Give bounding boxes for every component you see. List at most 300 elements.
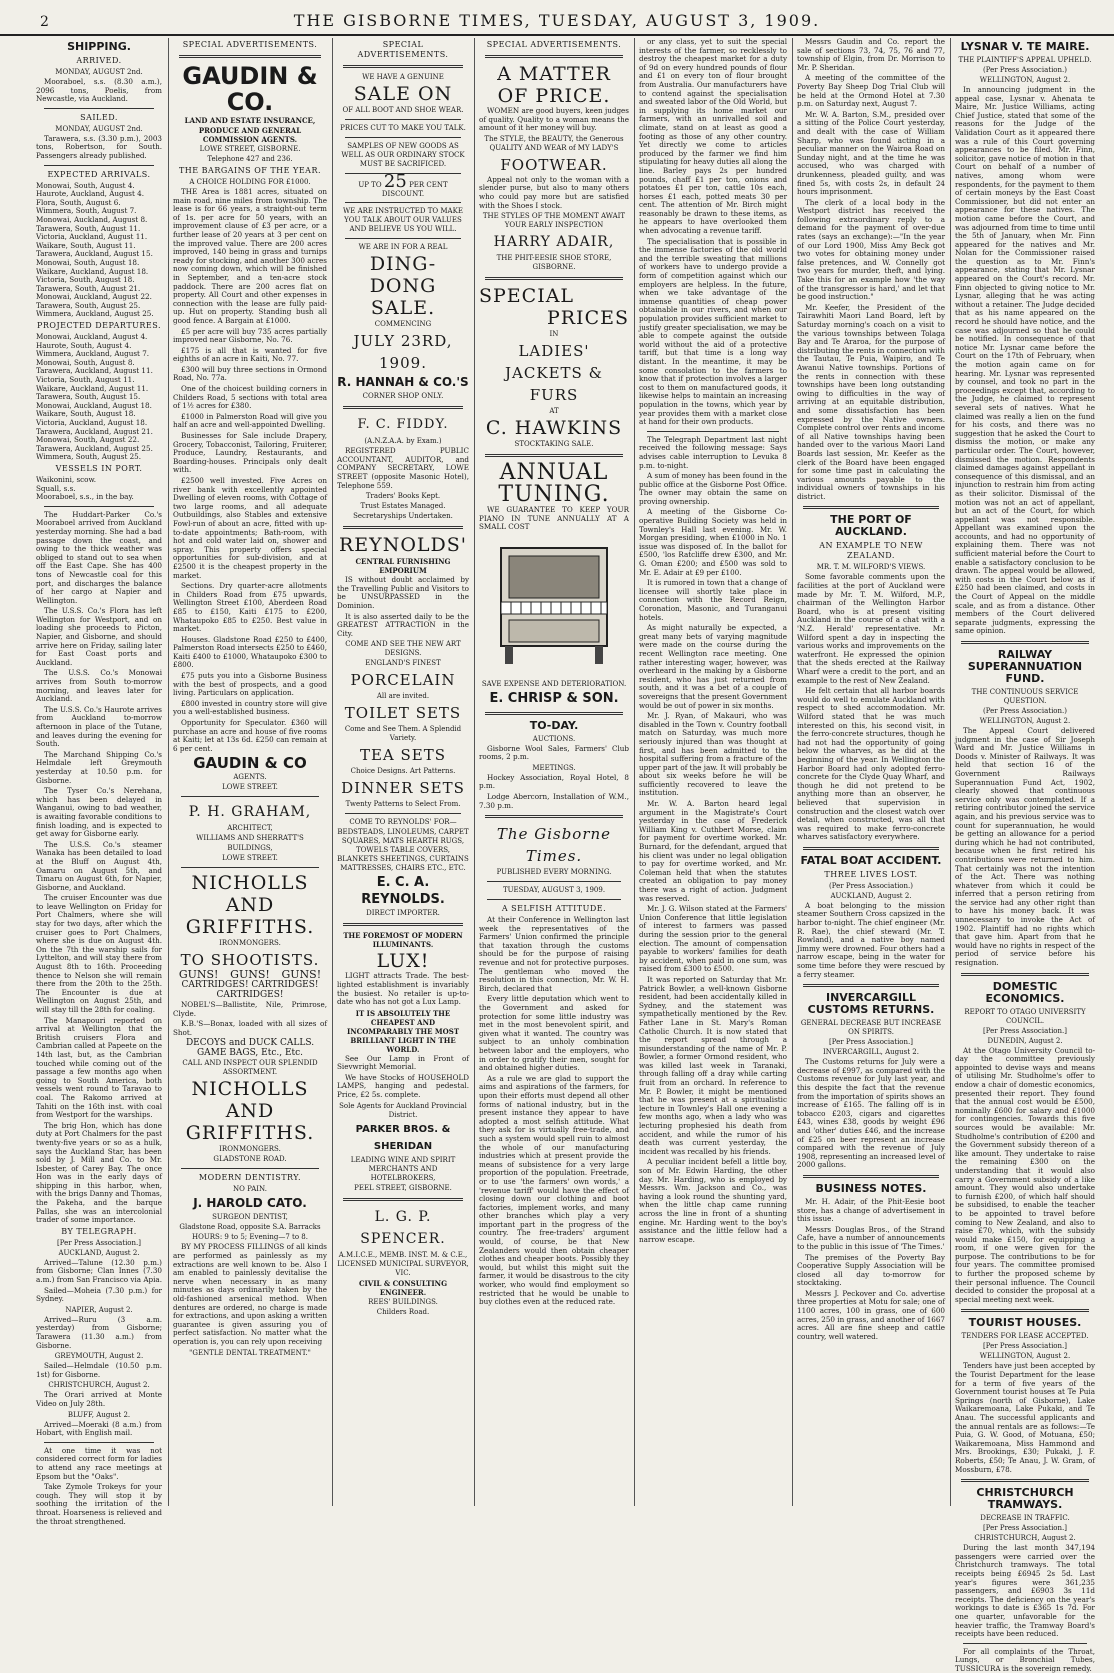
- divider: [44, 1442, 154, 1443]
- list-item: Wimmera, Auckland, August 25.: [36, 309, 154, 319]
- ad-line: The STYLE, the BEAUTY, the Generous QUALITY AND WEAR of MY LADY'S: [484, 134, 624, 152]
- article-paragraph: The U.S.S. Co.'s Haurote arrives from Auckland to-morrow afternoon in place of the Tutane, and leaves during the evening for South.: [36, 704, 162, 749]
- ad-body: £75 puts you into a Gisborne Business with the best of prospects, and a good living. Particulars on application.: [173, 671, 327, 698]
- ad-heading: ANNUAL: [499, 460, 609, 486]
- article-subheading: REPORT TO OTAGO UNIVERSITY COUNCIL.: [964, 1007, 1086, 1025]
- ad-body: K.B.'S—Bonax, loaded with all sizes of Shot.: [173, 1019, 327, 1037]
- article-heading: INVERCARGILL CUSTOMS RETURNS.: [807, 991, 935, 1017]
- ad-line: IRONMONGERS.: [219, 939, 281, 948]
- list-item: Monowai, Auckland, August 22.: [36, 292, 152, 302]
- news-item: Mr. J. G. Wilson stated at the Farmers' Union Conference that little legislation of interest to farmers was passed during the session prior to the general election. The amount of compensation payable to workers' families for death by accident, when paid in one sum, was raised from £300 to £500.: [639, 904, 787, 974]
- ad-word: UP TO: [358, 181, 382, 189]
- article-paragraph: The U.S.S. Co.'s Monowai arrives from South to-morrow morning, and leaves later for Auckland.: [36, 668, 162, 704]
- ad-line: Trust Estates Managed.: [360, 502, 446, 511]
- divider: [179, 55, 321, 58]
- ad-heading: SALE ON: [353, 83, 453, 105]
- article-subheading: DECREASE IN TRAFFIC.: [980, 1514, 1070, 1523]
- subheading: PROJECTED DEPARTURES.: [36, 321, 161, 331]
- ad-body: WE GUARANTEE TO KEEP YOUR PIANO IN TUNE ANNUALLY AT A SMALL COST: [479, 505, 629, 532]
- ad-heading: LADIES': [518, 342, 590, 361]
- press-credit: (Per Press Association.): [983, 66, 1067, 74]
- list-item: Waikare, Auckland, August 11.: [36, 383, 149, 393]
- article-subheading: MR. T. M. WILFORD'S VIEWS.: [816, 563, 926, 572]
- ad-line: Traders' Books Kept.: [365, 492, 441, 501]
- column-header: SPECIAL ADVERTISEMENTS.: [486, 40, 622, 49]
- press-credit: (Per Press Association.): [829, 881, 913, 890]
- divider: [803, 1175, 939, 1178]
- article-heading: TOURIST HOUSES.: [968, 1316, 1082, 1330]
- ad-line: COME TO REYNOLDS' FOR—: [349, 818, 457, 827]
- ad-line: CIVIL & CONSULTING ENGINEER.: [358, 1278, 448, 1297]
- article-paragraph: Arrived—Ruru (3 a.m. yesterday) from Gisborne; Tarawera (11.30 a.m.) from Gisborne.: [36, 1314, 162, 1350]
- ad-line: IT IS ABSOLUTELY THE CHEAPEST AND INCOMPARABLY THE MOST BRILLIANT LIGHT IN THE WORLD.: [346, 1008, 460, 1054]
- ad-body: £800 invested in country store will give you a well-established business.: [173, 698, 327, 717]
- ad-line: "GENTLE DENTAL TREATMENT.": [189, 1348, 311, 1357]
- press-credit: [Per Press Association.]: [983, 1342, 1067, 1351]
- ad-line: SAMPLES OF NEW GOODS AS WELL AS OUR ORDINARY STOCK MUST BE SACRIFICED.: [341, 142, 465, 168]
- subheading: BY TELEGRAPH.: [61, 1226, 137, 1236]
- masthead: [0, 0, 1114, 36]
- news-item: As might naturally be expected, a great many bets of varying magnitude were made on the course during the recent Wellington race meeting. One rather interesting wager, however, was overheard in the making by a Gisborne resident, who has just returned from south, and it was a bet of a couple of sovereigns that the present Government would be out of power in six months.: [639, 623, 787, 710]
- ad-line: GAME BAGS, Etc., Etc.: [196, 1048, 304, 1059]
- dateline: WELLINGTON, August 2.: [979, 717, 1071, 725]
- section-heading: TO-DAY.: [529, 718, 579, 732]
- ad-body: Appeal not only to the woman with a slender purse, but also to many others who could pay more but are satisfied with the Shoes I stock.: [479, 174, 629, 210]
- article-paragraph: Some favorable comments upon the facilities at the port of Auckland were made by Mr. T. M. Wilford, M.P., chairman of the Wellington Harbor Board, who is at present visiting Auckland in the course of a chat with a 'N.Z. Herald' representative. Mr. Wilford spent a day in inspecting the various works and improvements on the waterfront. He expressed the opinion that the sheds erected at the Railway Wharf were a credit to the port, and an example to the rest of New Zealand.: [797, 572, 945, 685]
- divider: [963, 1643, 1087, 1644]
- advertiser-name: E. CHRISP & SON.: [489, 690, 619, 706]
- article-subheading: TENDERS FOR LEASE ACCEPTED.: [961, 1332, 1089, 1341]
- news-item: A sum of money has been found in the public office at the Gisborne Post Office. The owner may obtain the same on proving ownership.: [639, 471, 787, 506]
- subheading: SAILED.: [80, 112, 118, 122]
- ad-address: THE PHIT-EESIE SHOE STORE, GISBORNE.: [496, 254, 612, 272]
- divider: [44, 165, 154, 166]
- news-item: For all complaints of the Throat, Lungs, or Bronchial Tubes, TUSSICURA is the sovereign remedy.: [955, 1646, 1095, 1673]
- dateline: WELLINGTON, August 2.: [979, 76, 1071, 84]
- divider: [343, 406, 463, 409]
- news-item: Mr. W. A. Barton, S.M., presided over a sitting of the Police Court yesterday, and dealt with the case of William Sharp, who was found acting in a peculiar manner on the Wairoa Road on Sunday night, and at the time he was accused, who was charged with drunkenness, pleaded guilty, and was fined 5s, with costs 2s, in default 24 hours imprisonment.: [797, 109, 945, 197]
- guns-row: [173, 968, 327, 982]
- press-credit: (Per Press Association.): [983, 707, 1067, 715]
- ad-body: NOBEL'S—Ballistite, Nile, Primrose, Clyde.: [173, 1000, 327, 1018]
- divider: [345, 119, 461, 120]
- ad-line: Secretaryships Undertaken.: [353, 512, 453, 521]
- news-item: Mr. J. Ryan, of Makauri, who was disabled in the Town v. Country football match on Saturday, was much more seriously injured than was thought at first, and has been admitted to the hospital suffering from a fracture of the upper part of the jaw. It will probably be about six weeks before he will be sufficiently recovered to leave the institution.: [639, 711, 787, 798]
- ad-line: CORNER SHOP ONLY.: [362, 392, 444, 401]
- article-heading: DOMESTIC ECONOMICS.: [985, 979, 1065, 1005]
- ad-line: LEADING WINE AND SPIRIT MERCHANTS AND HOTELBROKERS,: [350, 1155, 456, 1182]
- ad-line: BUILDINGS,: [227, 844, 273, 853]
- ad-line: THE STYLES OF THE MOMENT AWAIT YOUR EARLY INSPECTION: [482, 212, 626, 230]
- list-item: Victoria, Auckland, August 11.: [36, 232, 148, 242]
- divider: [485, 55, 623, 58]
- article-subheading: THREE LIVES LOST.: [824, 869, 918, 879]
- ad-line: WILLIAMS AND SHERRATT'S: [196, 834, 304, 843]
- article-paragraph: The Marchand Shipping Co.'s Helmdale left Greymouth yesterday at 10.50 p.m. for Gisborne.: [36, 749, 162, 785]
- ad-line: DIRECT IMPORTER.: [366, 909, 440, 918]
- ad-word: GUNS!: [178, 968, 219, 982]
- ad-address: REES' BUILDINGS.: [368, 1297, 438, 1306]
- ad-line: OF ALL BOOT AND SHOE WEAR.: [342, 106, 464, 114]
- news-item: Messrs J. Peckover and Co. advertise three properties at Motu for sale; one of 1100 acres, 100 in grass, one of 600 acres, 250 in grass, and another of 1667 acres. All are fine sheep and cattle country, well watered.: [797, 1288, 945, 1341]
- ad-word: GUNS!: [230, 968, 270, 982]
- divider: [485, 277, 623, 280]
- ad-line: SURGEON DENTIST,: [212, 1213, 288, 1222]
- ad-line: ARCHITECT,: [227, 824, 273, 833]
- article-subheading: GENERAL DECREASE BUT INCREASE ON SPIRITS.: [800, 1019, 942, 1037]
- press-credit: [Per Press Association.]: [983, 1524, 1067, 1533]
- ad-tagline: PRODUCE AND GENERAL COMMISSION AGENTS.: [198, 126, 302, 144]
- column-shipping: [36, 38, 162, 1526]
- news-item: It is rumored in town that a change of licensee will shortly take place in connection with the Record Reign, Coronation, Masonic, and Turanganui hotels.: [639, 578, 787, 622]
- article-heading: BUSINESS NOTES.: [815, 1181, 927, 1195]
- list-item: Monowai, South, August 18.: [36, 257, 140, 267]
- ad-body: REGISTERED PUBLIC ACCOUNTANT, AUDITOR, and COMPANY SECRETARY, LOWE STREET (opposite Masonic Hotel), Telephone 559.: [337, 446, 469, 490]
- column-advertisements-1: [173, 38, 327, 1506]
- news-item: Messrs Douglas Bros., of the Strand Cafe, have a number of announcements to the public in this issue of 'The Times.': [797, 1224, 945, 1251]
- news-item: Mr. Keefer, the President of the Tairawhiti Maori Land Board, left by Saturday morning's coach on a visit to the various townships between Tolaga Bay and Te Araroa, for the purpose of distributing the rents in connection with the Tautau, Te Puia, Waipiro, and Te Awanui Native townships. Portions of the rents in connection with these townships have been long outstanding owing to difficulties in the way of arriving at an equitable distribution, and some dissatisfaction has been expressed by the Native owners. Complete control over rents and income of all Native townships having been handed over to the various Maori Land Boards last session, Mr. Keefer as the clerk of the Board have been engaged for some time past in calculating the various amounts payable to the individual owners of townships in his district.: [797, 302, 945, 501]
- article-paragraph: Take Zymole Trokeys for your cough. They will stop it by soothing the irritation of the throat. Hoarseness is relieved and the throat strengthened.: [36, 1482, 162, 1526]
- subheading: ARRIVED.: [76, 56, 122, 65]
- column-header: SPECIAL ADVERTISEMENTS.: [182, 40, 318, 49]
- ad-line: COME AND SEE THE NEW ART DESIGNS.: [345, 640, 461, 658]
- projected-list: [36, 333, 162, 462]
- ad-line: GLADSTONE ROAD.: [213, 1155, 287, 1164]
- advertiser-name: J. HAROLD CATO.: [193, 1196, 307, 1211]
- list-item: Waikare, South, August 11.: [36, 240, 136, 250]
- article-subheading: THE CONTINUOUS SERVICE QUESTION.: [971, 688, 1079, 705]
- divider: [345, 202, 461, 203]
- dateline: NAPIER, August 2.: [65, 1305, 133, 1314]
- ad-line: All are invited.: [376, 692, 430, 701]
- ad-line: WE HAVE A GENUINE: [362, 73, 444, 81]
- press-credit: [Per Press Association.]: [57, 1238, 141, 1247]
- column-advertisements-editorial: [479, 38, 629, 1506]
- column-advertisements-2: [337, 38, 469, 1506]
- column-rule: [168, 38, 169, 1506]
- ad-body: Opportunity for Speculator. £360 will purchase an acre and house of five rooms at Kaiti; let at 13s 6d. £250 can remain at 6 per cent.: [173, 718, 327, 753]
- advertiser-name: L. G. P. SPENCER.: [360, 1208, 446, 1247]
- dateline: TUESDAY, AUGUST 3, 1909.: [502, 886, 606, 895]
- ad-line: WE ARE INSTRUCTED TO MAKE YOU TALK ABOUT OUR VALUES AND BELIEVE US YOU WILL.: [343, 207, 463, 234]
- divider: [345, 238, 461, 239]
- divider: [803, 847, 939, 850]
- article-heading: LYSNAR V. TE MAIRE.: [960, 40, 1090, 53]
- press-credit: [Per Press Association.]: [829, 1038, 913, 1047]
- ad-heading: DINNER SETS: [341, 779, 465, 798]
- dateline: DUNEDIN, August 2.: [987, 1036, 1063, 1045]
- article-paragraph: Tenders have just been accepted by the Tourist Department for the lease for a term of five years of the Government tourist houses at Te Puia Springs (north of Gisborne), Lake Waikaremoana, Lake Pukaki, and Te Anau. The successful applicants and the annual rentals are as follows:—Te Puia, G. W. Good, of Motuana, £50; Waikaremoana, Miss Hammond and Mrs. Brookings, £30; Pukaki, J. F. Roberts, £50; Te Anau, J. W. Gram, of Mossburn, £78.: [955, 1361, 1095, 1474]
- ad-body: £175 is all that is wanted for five eighths of an acre in Kaiti, No. 77.: [173, 345, 327, 364]
- article-subheading: AN EXAMPLE TO NEW ZEALAND.: [819, 541, 923, 561]
- ad-heading: TOILET SETS: [344, 704, 462, 723]
- news-item: The premises of the Poverty Bay Cooperative Supply Association will be closed all day to-morrow for stocktaking.: [797, 1252, 945, 1288]
- article-paragraph: Arrived—Talune (12.30 p.m.) from Gisborne; Clan Innes (7.30 a.m.) from San Francisco via Apia.: [36, 1257, 162, 1285]
- ad-heading: SPECIAL: [479, 285, 575, 308]
- ad-body: It is also asserted daily to be the GREATEST ATTRACTION in the City.: [337, 611, 469, 638]
- ad-heading: A CHOICE HOLDING FOR £1000.: [189, 178, 311, 186]
- ad-line: STOCKTAKING SALE.: [514, 440, 594, 449]
- news-item: A meeting of the committee of the Poverty Bay Sheep Dog Trial Club will be held at the Ormond Hotel at 7.30 p.m. on Saturday next, August 7.: [797, 73, 945, 109]
- divider: [487, 899, 621, 900]
- article-paragraph: During the last month 347,194 passengers were carried over the Christchurch tramways. The total receipts being £6945 2s 5d. Last year's figures were 361,235 passengers, and £6903 3s 11d receipts. The deficiency on the year's workings to date is £365 1s 7d. For one quarter, unfavorable for the heavier traffic, the Tramway Board's receipts have been reduced.: [955, 1543, 1095, 1639]
- advertiser-name: GAUDIN & CO: [193, 754, 307, 773]
- ad-line: CALL AND INSPECT OUR SPLENDID ASSORTMENT.: [182, 1059, 318, 1077]
- column-telegrams: [955, 38, 1095, 1673]
- column-rule: [634, 38, 635, 1506]
- ad-hours: HOURS: 9 to 5; Evening—7 to 8.: [192, 1233, 308, 1242]
- ad-line: AGENTS.: [233, 773, 267, 782]
- ad-line: NO PAIN.: [233, 1185, 267, 1194]
- article-paragraph: Sailed—Moheia (7.30 p.m.) for Sydney.: [36, 1285, 162, 1304]
- vessels-list: [36, 476, 162, 502]
- ad-address: LOWE STREET, GISBORNE.: [199, 145, 301, 153]
- ad-line: IN: [549, 330, 559, 339]
- article-paragraph: At one time it was not considered correct form for ladies to attend any race meetings at Epsom but the "Oaks".: [36, 1445, 162, 1481]
- article-paragraph: The Customs returns for July were a decrease of £997, as compared with the Customs revenue for July last year, and this despite the fact that the revenue from the importation of spirits shows an increase of £165. The falling off is in tobacco £203, cigars and cigarettes £43, wines £38, goods by weight £96 and 'other' duties £46, and the increase of £25 on beer represent an increase compared with the revenue of July 1908, representing an increased level of 2000 gallons.: [797, 1057, 945, 1170]
- divider: [181, 1168, 319, 1169]
- listing: Lodge Abercorn, Installation of W.M., 7.30 p.m.: [479, 791, 629, 810]
- divider: [961, 973, 1089, 976]
- news-item: Mr. W. A. Barton heard legal argument in the Magistrate's Court yesterday in the case of Frederick William King v. Cuthbert Morse, claim for payment for overtime worked. Mr. Burnard, for the defendant, argued that his client was under no legal obligation to pay for overtime worked, and Mr. Coleman held that when the statutes created an obligation to pay money there was a right of action. Judgment was reserved.: [639, 799, 787, 903]
- article-paragraph: A boat belonging to the mission steamer Southern Cross capsized in the harbor to-night. The chief engineer (Mr. R. Rae), the chief steward (Mr. T. Rowland), and a native boy named Jimmy were drowned. Four others had a narrow escape, being in the water for some time before they were rescued by a ferry steamer.: [797, 900, 945, 979]
- ad-line: PRICES CUT TO MAKE YOU TALK.: [340, 124, 466, 132]
- ad-date: JULY 23RD, 1909.: [353, 332, 453, 373]
- ad-body: £1000 in Palmerston Road will give you half an acre and well-appointed Dwelling.: [173, 411, 327, 430]
- article-paragraph: At their Conference in Wellington last week the representatives of the Farmers' Union confirmed the principle that taxation through the customs should be for the purpose of raising revenue and not for protective purposes. The gentleman who moved the resolution in this connection, Mr. W. H. Birch, declared that: [479, 915, 629, 993]
- ad-heading: FOOTWEAR.: [500, 155, 608, 174]
- article-heading: FATAL BOAT ACCIDENT.: [800, 853, 942, 867]
- column-rule: [332, 38, 333, 1506]
- ad-word: PER CENT DISCOUNT.: [381, 181, 448, 198]
- ad-line: WE ARE IN FOR A REAL: [358, 243, 448, 252]
- news-item: A meeting of the Gisborne Co-operative Building Society was held in Townley's Hall last evening. Mr. W. Morgan presiding, when £1000 in No. 1 issue was disposed of. In the ballot for £500, 'los Ratcliffe drew £300, and Mr. G. Oman £200; and £500 was sold to Mr. E. Adair at £9 per £100.: [639, 507, 787, 577]
- list-item: Mooraboel, s.s., in the bay.: [36, 492, 134, 502]
- list-item: Waikare, South, August 18.: [36, 409, 136, 419]
- list-item: Monowai, Auckland, August 8.: [36, 214, 148, 224]
- divider: [961, 641, 1089, 644]
- ad-line: BEDSTEADS, LINOLEUMS, CARPET SQUARES, MATS HEARTH RUGS, TOWELS TABLE COVERS, BLANKETS SHEETINGS, CURTAINS MATTRESSES, CHAIRS ETC., ETC.: [337, 828, 469, 873]
- ad-line: AT: [549, 407, 559, 416]
- listing: Hockey Association, Royal Hotel, 8 p.m.: [479, 772, 629, 791]
- list-item: Tarawera, Auckland, August 11.: [36, 366, 153, 376]
- divider: [345, 813, 461, 814]
- advertiser-name: E. C. A. REYNOLDS.: [361, 875, 445, 908]
- article-paragraph: The U.S.S. Co.'s steamer Wanaka has been detailed to load at the Bluff on August 4th, Oamaru on August 5th, and Timaru on August 6th, for Napier, Gisborne, and Auckland.: [36, 839, 162, 892]
- ad-heading: PORCELAIN: [350, 671, 456, 690]
- ad-heading: MODERN DENTISTRY.: [198, 1173, 302, 1183]
- ad-line: DECOYS and DUCK CALLS.: [185, 1038, 315, 1049]
- divider: [961, 1479, 1089, 1482]
- ad-heading: TUNING.: [498, 482, 610, 508]
- ad-body: £2500 well invested. Five Acres on river bank with excellently appointed Dwelling of eleven rooms, with Cottage of two large rooms, and all adequate Outbuildings, also Stables and extensive Fowl-run of about an acre, fitted with up-to-date appointments; Bath-room, with hot and cold water laid on, shower and spray. This property offers special opportunities for sub-division, and at £2500 it is the cheapest property in the market.: [173, 476, 327, 580]
- advertiser-name: C. HAWKINS: [485, 417, 623, 440]
- advertiser-name: NICHOLLS AND GRIFFITHS.: [185, 872, 315, 939]
- article-paragraph: The brig Hon, which has done duty at Port Chalmers for the past twenty-five years or so as a hulk, says the Auckland Star, has been sold by J. Mill and Co. to Mr. Isbester, of Carey Bay. The once Hon was in the early days of shipping in this harbor, when, with the brigs Danny and Thomas, the Pakeha, and the barque Pallas, she was an intercolonial trader of some importance.: [36, 1120, 162, 1225]
- section-heading: SHIPPING.: [67, 40, 131, 53]
- divider: [487, 881, 621, 882]
- list-item: Tarawera, Auckland, August 21.: [36, 426, 153, 436]
- article-paragraph: or any class, yet to suit the special interests of the farmer, so recklessly to destroy the cheapest market for a duty of 9d on every hundred pounds of flour and £1 on every ton of flour brought from Australia. Our manufacturers have to contend against the specialisation and sweated labor of the Old World, but in supplying its home market our farmers, with an unrivalled soil and climate, stand on at least as good a footing as those of any other country. Yet directly we come to articles produced by the farmer we find him stipulating for heavy duties all along the line. Barley pays 2s per hundred pounds, chaff £1 per ton, onions and potatoes £1 per ton, cattle 10s each, horses £1 each, potted meats 30 per cent. The attention of Mr. Birch might reasonably be drawn to these items, as he appears to have overlooked them when advocating a revenue tariff.: [639, 37, 787, 236]
- ad-line: ENGLAND'S FINEST: [365, 659, 441, 668]
- ad-body: THE Area is 1881 acres, situated on main road, nine miles from township. The lease is for 66 years, a straight-out term of 1s. per acre for 50 years, with an improvement clause of £3 per acre, or a further lease of 20 years at 3 per cent on the improved value. There are 200 acres improved, 140 being in grass and turnips ready for stocking, and another 300 acres now coming down, which will be finished in September, and a ten-acre stock paddock. There are 200 acres flat on property. All Court and other expenses in connection with the lease are fully paid-up. Hut on property. Standing bush all good fence. A Bargain at £1000.: [173, 187, 327, 325]
- ad-line: LOWE STREET.: [222, 854, 278, 863]
- subheading: EXPECTED ARRIVALS.: [47, 169, 151, 179]
- list-item: Victoria, Auckland, August 18.: [36, 418, 148, 427]
- ad-line: CARTRIDGES!: [216, 990, 284, 1000]
- article-paragraph: The U.S.S. Co.'s Flora has left Wellington for Westport, and on loading she proceeds to Picton, Napier, and Gisborne, and should arrive here on Friday, sailing later for East Coast ports and Auckland.: [36, 606, 162, 667]
- article-paragraph: Arrived—Moeraki (8 a.m.) from Hobart, with English mail.: [36, 1419, 162, 1438]
- article-paragraph: The Manapouri reported on arrival at Wellington that the British cruisers Flora and Cambrian called at Papeete on the 14th last, but, as the Cambrian touched while coming out of the passage a few months ago when going to South America, both vessels went round to Taravao to coal. The Rakomo arrived at Tahiti on the 16th inst. with coal from Westport for the warships.: [36, 1015, 162, 1120]
- ad-line: IRONMONGERS.: [219, 1145, 281, 1154]
- advertiser-name: REYNOLDS': [338, 534, 467, 557]
- ad-word: GUNS!: [281, 968, 322, 982]
- column-news-2: [797, 38, 945, 1506]
- ad-line: SAVE EXPENSE AND DETERIORATION.: [481, 679, 627, 688]
- ad-tagline: LAND AND ESTATE INSURANCE,: [184, 116, 316, 125]
- list-item: Monowai, South, August 4.: [36, 180, 135, 190]
- article-heading: THE PORT OF AUCKLAND.: [830, 513, 912, 539]
- article-paragraph: The Appeal Court delivered judgment in the case of Sir Joseph Ward and Mr. Justice Williams in Doods v. Minister of Railways. It was held that section 16 of the Government Railways Superannuation Fund Act, 1902, clearly showed that continuous service only was contemplated. If a retiring contributor joined the service again, and his previous service was to count for superannuation, he would be getting an allowance for a period during which he had not contributed, because when he first retired his contributions were returned to him. That certainly was not the intention of the Act. There was nothing whatever from which it could be inferred that a person retiring from the service had any other right than to have his money back. It was unnecessary to invoke the Act of 1902. Plaintiff had no rights which that gave him. Apart from that he would have no rights in respect of the period of service before his resignation.: [955, 726, 1095, 968]
- discount-figure: 25: [383, 171, 407, 192]
- ad-heading: LUX!: [376, 950, 430, 973]
- list-item: Tarawera, South, August 15.: [36, 392, 141, 402]
- list-item: Wimmera, South, August 25.: [36, 452, 142, 462]
- editorial-title: A SELFISH ATTITUDE.: [501, 904, 607, 914]
- divider: [343, 65, 463, 68]
- subheading: AUCTIONS.: [532, 734, 576, 743]
- ad-line: Twenty Patterns to Select From.: [345, 800, 461, 809]
- list-item: Tarawera, South, August 21.: [36, 283, 141, 293]
- advertiser-name: R. HANNAH & CO.'S: [337, 375, 469, 390]
- list-item: Monowai, South, August 8.: [36, 357, 135, 367]
- ad-body: Businesses for Sale include Drapery, Grocery, Tobacconist, Tailoring, Fruiterer, Produce, Laundry, Restaurants, and Boarding-houses. Principals only dealt with.: [173, 431, 327, 475]
- divider: [345, 137, 461, 138]
- dateline: INVERCARGILL, August 2.: [823, 1048, 919, 1057]
- ad-address: Gladstone Road, opposite S.A. Barracks: [179, 1223, 321, 1232]
- ad-heading: JACKETS & FURS: [505, 364, 603, 405]
- dateline: BLUFF, August 2.: [67, 1410, 131, 1419]
- divider: [44, 108, 154, 109]
- divider: [343, 1198, 463, 1201]
- news-item: Messrs Gaudin and Co. report the sale of sections 73, 74, 75, 76 and 77, township of Elgin, from Dr. Morrison to Mr. P. Sheridan.: [797, 37, 945, 72]
- advertiser-name: P. H. GRAHAM,: [188, 804, 312, 821]
- advertiser-name: GAUDIN & CO.: [182, 62, 318, 116]
- article-heading: RAILWAY SUPERANNUATION FUND.: [967, 648, 1083, 685]
- ad-address: Childers Road.: [376, 1307, 430, 1316]
- list-item: Monowai, Auckland, August 4.: [36, 332, 148, 342]
- dateline: GREYMOUTH, August 2.: [54, 1352, 144, 1361]
- ad-line: LOWE STREET.: [222, 783, 278, 792]
- ad-body: We have Stocks of HOUSEHOLD LAMPS, hanging and pedestal. Price, £2 5s. complete.: [337, 1072, 469, 1100]
- article-paragraph: The cruiser Encounter was due to leave Wellington on Friday for Port Chalmers, where she will stay for two days, after which the cruiser goes to Port Chalmers, where she is due on August 4th. On the 7th the warship sails for Lyttelton, and will stay there from August 8th to 16th. Proceeding thence to Nelson she will remain there from the 20th to the 25th. The Encounter is due at Wellington on August 25th, and will stay till the 28th for coaling.: [36, 893, 162, 1014]
- ad-body: £5 per acre will buy 735 acres partially improved near Gisborne, No. 76.: [173, 326, 327, 345]
- ad-body: LIGHT attracts Trade. The best-lighted establishment is invariably the busiest. No retailer is up-to-date who has not got a Lux Lamp.: [337, 971, 469, 1007]
- dateline: AUCKLAND, August 2.: [58, 1248, 140, 1257]
- list-item: Tarawera, South, August 25.: [36, 300, 141, 310]
- list-item: Haurote, Auckland, August 4.: [36, 189, 145, 199]
- ad-heading: A MATTER OF PRICE.: [497, 63, 611, 107]
- divider: [485, 712, 623, 715]
- ad-line: CARTRIDGES! CARTRIDGES!: [181, 980, 319, 990]
- divider: [647, 431, 779, 432]
- list-item: Squall, s.s.: [36, 483, 76, 493]
- divider: [803, 506, 939, 509]
- article-paragraph: The specialisation that is possible in the immense factories of the old world and the terrible sweating that millions of workers have to undergo provide a form of competition against which our employers are helpless. In the future, when we take advantage of the immense quantities of cheap power obtainable in our rivers, and when our population provides sufficient market to justify greater specialisation, we may be able to compete against the outside world without the aid of a protective tariff, but that time is a long way distant. In the meantime, it may be some consolation to the farmers to know that if protection involves a larger cost to them on manufactured goods, it likewise helps to maintain an increasing population in the towns, which year by year provides them with a market close at hand for their own products.: [639, 236, 787, 427]
- article-paragraph: Tarawera, s.s. (3.30 p.m.), 2003 tons, Robertson, for South. Passengers already published.: [36, 133, 162, 160]
- article-paragraph: In announcing judgment in the appeal case, Lysnar v. Ahenata te Maire, Mr. Justice Williams, acting Chief Justice, stated that some of the reasons for the Judge of the Validation Court as it appeared there was a rule of this Court governing appearances to be filed. Mr. Finn, solicitor, gave notice of motion in that Court on behalf of a number of natives, among whom were respondents, for the payment to them of certain moneys by the East Coast Commissioner, but did not enter an appearance for these natives. The motion came before the Court, and was adjourned from time to time until the 5th of January, when Mr. Finn appeared for the natives and Mr. Nolan for the Commissioner raised the question as to Mr. Finn's appearance, stating that Mr. Lysnar appeared on the Court's record. Mr. Finn objected to giving notice to Mr. Lysnar, alleging that he was acting without a retainer. The Judge decided that as his name appeared on the record he should have notice, and the case was adjourned so that he could be notified. In consequence of that notice Mr. Lysnar came before the Court on the 17th of February, when the motion again came on for hearing. Mr. Lysnar was represented by counsel, and took no part in the proceedings except that, according to the Judge, he claimed to represent several sets of natives. What he claimed was really a lien on the fund for his costs, and there was no suggestion that he asked the Court to dismiss the motion, or make any particular order. The Court, however, dismissed the motion. Respondents claimed damages against appellant in consequence of this dismissal, and an injunction to restrain him from acting as their solicitor. Dismissal of the motion was not an act of appellant, but an act of the Court, for which appellant was not responsible. Appellant was examined upon the accounts, and had no opportunity of explaining them. There was not sufficient material before the Court to enable a satisfactory conclusion to be drawn. The appeal would be allowed, with costs in the Court below as if £250 had been claimed, and costs in the Court of Appeal on the middle scale, and as from a distance. Other members of the Court delivered separate judgments, expressing the same opinion.: [955, 85, 1095, 636]
- listing: Gisborne Wool Sales, Farmers' Club rooms, 2 p.m.: [479, 743, 629, 762]
- article-paragraph: At the Otago University Council to-day the committee previously appointed to devise ways and means of utilising Mr. Studholme's offer to endow a chair of domestic economics, presented their report. They found that the annual cost would be £500, nominally £600 for salary and £1000 for contingencies. Towards this five sources would be available: Mr. Studholme's contribution of £200 and the Government subsidy thereon of a like amount. They undertake to raise the remaining £300 on the understanding that it would also carry a Government subsidy of a like amount. They would also undertake to furnish £200, of which half should be subsidised, to enable the teacher to be appointed to travel before coming to New Zealand, and also to raise £70, which, with the subsidy would make £150, for equipping a room, if one were given for the purpose. The contributions to be for four years. The committee promised to further the proposed scheme by their personal influence. The Council decided to consider the proposal at a special meeting next week.: [955, 1045, 1095, 1304]
- ad-heading: THE BARGAINS OF THE YEAR.: [178, 166, 322, 175]
- list-item: Waikonini, scow.: [36, 474, 97, 484]
- divider: [343, 923, 463, 926]
- ad-tagline: CENTRAL FURNISHING EMPORIUM: [355, 557, 451, 576]
- news-item: The clerk of a local body in the Westport district has received the following extraordinary reply to a demand for the payment of over-due rates (says an exchange):—"In the year of our Lord 1900, Miss Amy Beck got two votes for obtaining money under false pretences, and W. Connelly got two years for murder, theft, and lying. Take this for an example how 'the way of the transgressor is hard,' and let that be good instruction.": [797, 197, 945, 302]
- column-rule: [950, 38, 951, 1506]
- article-subheading: THE PLAINTIFF'S APPEAL UPHELD.: [958, 56, 1092, 64]
- ad-line: Choice Designs. Art Patterns.: [350, 767, 456, 776]
- article-paragraph: Every little deputation which went to the Government and asked for protection for some little industry was met in the most benevolent spirit, and given what it wanted. The country was subject to an unholy combination between labor and the employers, who in order to gratify their men, sought for and obtained higher duties.: [479, 994, 629, 1073]
- dateline: CHRISTCHURCH, August 2.: [48, 1381, 150, 1390]
- divider: [181, 867, 319, 868]
- dateline: CHRISTCHURCH, August 2.: [974, 1534, 1076, 1543]
- ad-body: WOMEN are good buyers, keen judges of quality. Quality to a woman means the amount of it her money will buy.: [479, 106, 629, 133]
- piano-illustration: [479, 540, 629, 670]
- news-item: It was reported on Saturday that Mr. Patrick Bowler, a well-known Gisborne resident, had been accidentally killed in Sydney, and the statement was sympathetically mentioned by the Rev. Father Lane in St. Mary's Roman Catholic Church. It is now stated that the report spread through a misunderstanding of the name of Mr. P. Bowler, a former Ormond resident, who was killed last week in Taranaki, through falling off a dray while carting fruit from an orchard. In reference to Mr. P. Bowler, it might be mentioned that he was present at a spiritualistic lecture in Townley's Hall one evening a few months ago, when a lady who was lecturing prophesied his death from accident, and while the rumor of his death was current yesterday, the incident was recalled by his friends.: [639, 974, 787, 1156]
- list-item: Flora, South, August 6.: [36, 197, 121, 207]
- news-item: A peculiar incident befell a little boy, son of Mr. Edwin Harding, the other day. Mr. Harding, who is employed by Messrs. Wm. Jackson and Co., was having a look round the shunting yard, when the little chap came running across the line in front of a shunting engine. Mr. Harding went to the boy's assistance and the little fellow had a narrow escape.: [639, 1157, 787, 1244]
- article-paragraph: The Tyser Co.'s Nerehana, which has been delayed in Wanganui, owing to bad weather, is awaiting favorable conditions to finish loading, and is expected to get away for Gisborne early.: [36, 786, 162, 839]
- expected-list: [36, 182, 162, 320]
- ad-address: PEEL STREET, GISBORNE.: [354, 1183, 452, 1192]
- divider: [485, 454, 623, 457]
- list-item: Tarawera, Auckland, August 15.: [36, 249, 153, 259]
- list-item: Monowai, Auckland, August 18.: [36, 400, 152, 410]
- dateline: WELLINGTON, August 2.: [979, 1352, 1071, 1361]
- dateline: MONDAY, AUGUST 2nd.: [55, 68, 143, 76]
- list-item: Wimmera, Auckland, August 7.: [36, 349, 150, 359]
- list-item: Waikare, Auckland, August 18.: [36, 266, 149, 276]
- divider: [44, 506, 154, 507]
- ad-heading: DING-DONG: [369, 253, 437, 298]
- ad-heading: SALE.: [370, 297, 436, 320]
- news-item: Mr. H. Adair, of the Phit-Eesie boot store, has a change of advertisement in this issue.: [797, 1196, 945, 1224]
- discount-line: [337, 171, 469, 198]
- article-paragraph: Sailed—Helmdale (10.50 p.m. 1st) for Gisborne.: [36, 1361, 162, 1379]
- ad-heading: PRICES: [546, 307, 629, 330]
- list-item: Haurote, South, August 4.: [36, 340, 132, 350]
- advertiser-name: F. C. FIDDY.: [357, 417, 449, 433]
- article-paragraph: The Orari arrived at Monte Video on July 28th.: [36, 1390, 162, 1408]
- newspaper-title: THE GISBORNE TIMES, TUESDAY, AUGUST 3, 1909.: [293, 11, 821, 30]
- press-credit: [Per Press Association.]: [983, 1026, 1067, 1035]
- list-item: Monowai, South, August 22.: [36, 435, 140, 445]
- divider: [343, 526, 463, 529]
- advertiser-name: HARRY ADAIR,: [493, 234, 615, 251]
- ad-telephone: Telephone 427 and 236.: [207, 155, 293, 163]
- ad-line: PUBLISHED EVERY MORNING.: [496, 868, 612, 877]
- divider: [485, 815, 623, 818]
- list-item: Wimmera, South, August 7.: [36, 206, 137, 216]
- dateline: MONDAY, AUGUST 2nd.: [55, 124, 143, 133]
- list-item: Victoria, South, August 18.: [36, 275, 135, 285]
- ad-line: Sole Agents for Auckland Provincial District.: [339, 1101, 467, 1119]
- divider: [803, 984, 939, 987]
- column-header: SPECIAL ADVERTISEMENTS.: [357, 40, 449, 59]
- ad-line: Come and See Them. A Splendid Variety.: [344, 725, 462, 743]
- ad-line: A.M.I.C.E., MEMB. INST. M. & C.E., LICENSED MUNICIPAL SURVEYOR, VIC.: [337, 1250, 469, 1277]
